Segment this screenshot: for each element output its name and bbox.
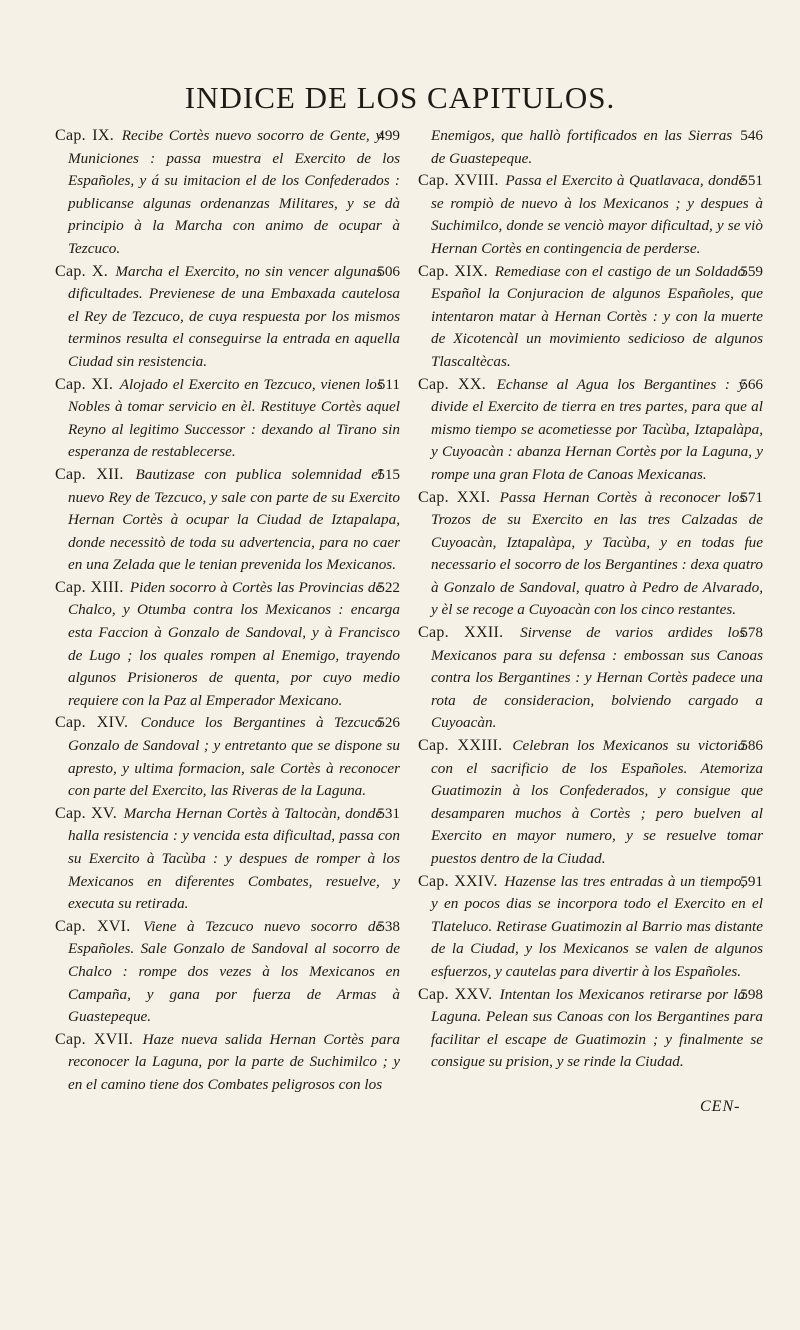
chapter-entry [418,735,763,871]
chapter-summary: Bautizase con publica solemnidad el nuevo Rey de Tezcuco, y sale con parte de su Exercito Hernan Cortès à ocupar la Ciudad de Iztapalapa, donde necessitò de toda su advertencia, para no caer en una Zelada que le tenian prevenida los Mexicanos. [68,465,400,574]
chapter-summary: Celebran los Mexicanos su victoria con el sacrificio de los Españoles. Atemoriza Guatimozin à los Confederados, y consigue que desamparen muchos à Cortès ; pero buelven al Exercito en mayor numero, y se resuelve tomar puestos dentro de la Ciudad. [431,737,763,867]
right-column [418,125,763,1074]
chapter-entry [55,577,400,713]
chapter-label: Cap. XXIV. [418,872,498,890]
page-number: 566 [740,375,763,393]
chapter-entry [418,374,763,487]
chapter-summary: Enemigos, que hallò fortificados en las Sierras de Guastepeque. [431,127,733,167]
chapter-label: Cap. XXV. [418,985,493,1003]
chapter-entry [55,916,400,1029]
chapter-entry [55,125,400,261]
chapter-entry [418,261,763,374]
chapter-entry [55,261,400,374]
chapter-summary: Echanse al Agua los Bergantines : y divide el Exercito de tierra en tres partes, para que al mismo tiempo se acometiesse por Tacùba, Iztapalàpa, y Cuyoacàn : abanza Hernan Cortès por la Laguna, y rompe una gran Flota de Canoas Mexicanas. [431,375,763,483]
page-number: 506 [377,262,400,280]
chapter-label: Cap. X. [55,262,108,280]
chapter-summary: Conduce los Bergantines à Tezcuco Gonzalo de Sandoval ; y entretanto que se dispone su apresto, y ultima formacion, sale Cortès à reconocer con parte del Exercito, las Riveras de la Laguna. [68,714,400,800]
chapter-summary: Alojado el Exercito en Tezcuco, vienen los Nobles à tomar servicio en èl. Restituye Cortès aquel Reyno al legitimo Successor : dexando al Tirano sin esperanza de restablecerse. [68,375,400,461]
page-title: INDICE DE LOS CAPITULOS. [184,80,616,115]
page-number: 591 [740,872,763,890]
chapter-label: Cap. XXI. [418,488,491,506]
chapter-summary: Intentan los Mexicanos retirarse por la Laguna. Pelean sus Canoas con los Bergantines para facilitar el escape de Guatimozin ; y finalmente se consigue su prision, y se rinde la Ciudad. [431,985,763,1071]
page-number: 522 [377,578,400,596]
chapter-label: Cap. XXII. [418,624,504,642]
chapter-summary: Piden socorro à Cortès las Provincias de Chalco, y Otumba contra los Mexicanos : encarga esta Faccion à Gonzalo de Sandoval, y à Francisco de Lugo ; los quales rompen al Enemigo, trayendo algunos Prisioneros de quenta, por cuyo medio requiere con la Paz al Emperador Mexicano. [68,578,400,709]
chapter-entry [55,1029,400,1097]
chapter-label: Cap. XV. [55,804,118,822]
chapter-entry [418,984,763,1074]
page-number: 531 [377,804,400,822]
chapter-label: Cap. XX. [418,375,487,393]
chapter-label: Cap. XIV. [55,714,129,732]
chapter-summary: Marcha Hernan Cortès à Taltocàn, donde halla resistencia : y vencida esta dificultad, passa con su Exercito à Tacùba : y despues de romper à los Mexicanos en diferentes Combates, resuelve, y executa su retirada. [68,804,400,913]
left-column [55,125,400,1097]
chapter-entry [418,125,763,170]
page-number: 546 [740,127,763,144]
chapter-label: Cap. XIX. [418,262,488,280]
chapter-summary: Haze nueva salida Hernan Cortès para reconocer la Laguna, por la parte de Suchimilco ; y en el camino tiene dos Combates peligrosos con los [68,1030,400,1093]
chapter-summary: Viene à Tezcuco nuevo socorro de Españoles. Sale Gonzalo de Sandoval al socorro de Chalco : rompe dos vezes à los Mexicanos en Campaña, y gana por fuerza de Armas à Guastepeque. [68,917,400,1026]
chapter-label: Cap. XVII. [55,1030,134,1048]
chapter-entry [55,374,400,464]
chapter-summary: Recibe Cortès nuevo socorro de Gente, y Municiones : passa muestra el Exercito de los Españoles, y á su imitacion el de los Confederados : publicanse algunas ordenanzas Militares, y se dà principio à la Marcha con animo de ocupar à Tezcuco. [68,127,400,257]
chapter-label: Cap. XI. [55,375,114,393]
page-number: 526 [377,714,400,732]
catchword: CEN- [700,1098,741,1115]
chapter-summary: Remediase con el castigo de un Soldado Español la Conjuracion de algunos Españoles, que intentaron matar à Hernan Cortès : y con la muerte de Xicotencàl un movimiento sedicioso de algunos Tlascaltècas. [431,262,763,370]
chapter-label: Cap. XIII. [55,578,124,596]
page-number: 538 [377,917,400,935]
chapter-summary: Sirvense de varios ardides los Mexicanos para su defensa : embossan sus Canoas contra los Bergantines : y Hernan Cortès padece una rota de consideracion, bolviendo cargado a Cuyoacàn. [431,624,763,732]
page-number: 499 [377,127,400,144]
chapter-label: Cap. XXIII. [418,737,503,755]
chapter-entry [418,871,763,984]
chapter-label: Cap. IX. [55,127,115,144]
chapter-entry [55,464,400,577]
page-number: 551 [740,172,763,190]
page-number: 578 [740,624,763,642]
chapter-summary: Passa el Exercito à Quatlavaca, donde se rompiò de nuevo à los Mexicanos ; y despues à Suchimilco, donde se venciò mayor dificultad, y se viò Hernan Cortès en contingencia de perderse. [431,172,763,257]
chapter-entry [418,170,763,260]
page-number: 511 [377,375,400,393]
chapter-label: Cap. XVI. [55,917,131,935]
page-number: 598 [740,985,763,1003]
chapter-summary: Hazense las tres entradas à un tiempo, y en pocos dias se incorpora todo el Exercito en el Tlateluco. Retirase Guatimozin al Barrio mas distante de la Ciudad, y los Mexicanos se valen de algunos esfuerzos, y cautelas para divertir à los Españoles. [431,872,763,980]
chapter-entry [55,803,400,916]
page-number: 515 [377,465,400,483]
chapter-summary: Passa Hernan Cortès à reconocer los Trozos de su Exercito en las tres Calzadas de Cuyoacàn, Iztapalàpa, y Tacùba, y en todas fue necessario el socorro de los Bergantines : dexa quatro à Gonzalo de Sandoval, quatro à Pedro de Alvarado, y èl se recoge a Cuyoacàn con los cinco restantes. [431,488,763,619]
chapter-label: Cap. XII. [55,465,124,483]
chapter-entry [418,622,763,735]
page-number: 571 [740,488,763,506]
page-number: 586 [740,737,763,755]
chapter-entry [55,712,400,802]
chapter-label: Cap. XVIII. [418,172,499,190]
page-number: 559 [740,262,763,280]
chapter-summary: Marcha el Exercito, no sin vencer algunas dificultades. Previenese de una Embaxada cautelosa el Rey de Tezcuco, de cuya respuesta por los mismos terminos resulta el conseguirse la entrada en aquella Ciudad sin resistencia. [68,262,400,370]
chapter-entry [418,487,763,623]
